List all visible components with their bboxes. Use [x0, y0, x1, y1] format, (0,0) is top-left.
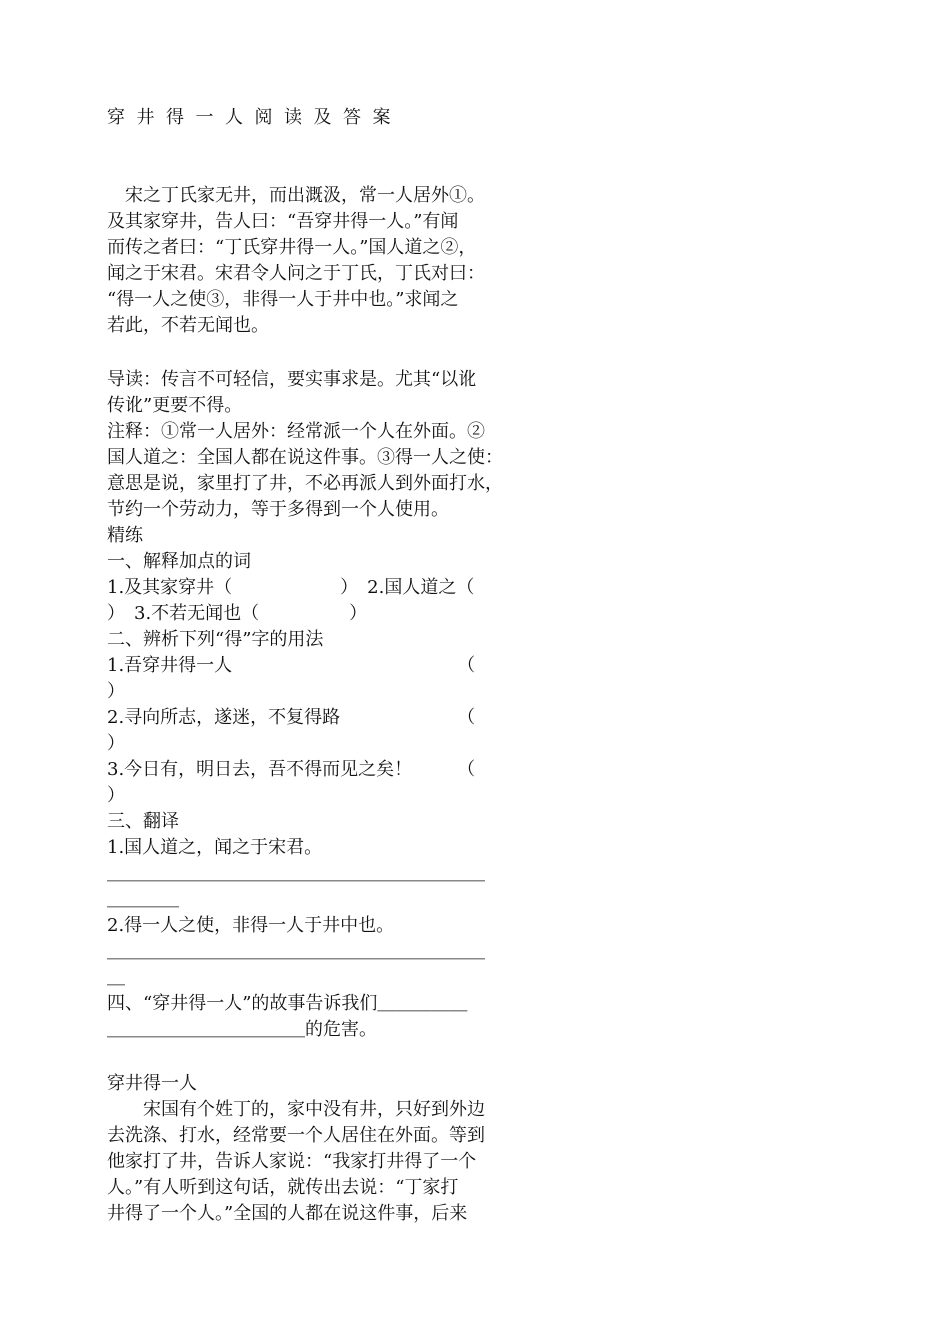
- text-line: ）: [107, 681, 125, 702]
- text-line: ＿: [107, 967, 125, 988]
- text-line: 1.吾穿井得一人 （: [107, 655, 476, 676]
- text-line: ＿＿＿＿＿＿＿＿＿＿＿＿＿＿＿＿＿＿＿＿＿: [107, 863, 485, 884]
- text-line: 四、“穿井得一人”的故事告诉我们＿＿＿＿＿: [107, 993, 468, 1014]
- text-line: 节约一个劳动力，等于多得到一个人使用。: [107, 499, 449, 520]
- text-line: 1.国人道之，闻之于宋君。: [107, 837, 323, 858]
- text-line: 去洗涤、打水，经常要一个人居住在外面。等到: [107, 1125, 485, 1146]
- text-line: 国人道之：全国人都在说这件事。③得一人之使：: [107, 447, 503, 468]
- text-line: 穿井得一人: [107, 1073, 197, 1094]
- text-line: 井得了一个人。”全国的人都在说这件事，后来: [107, 1203, 468, 1224]
- text-line: 3.今日有，明日去，吾不得而见之矣！ （: [107, 759, 476, 780]
- text-line: 宋国有个姓丁的，家中没有井，只好到外边: [107, 1099, 485, 1120]
- text-line: 及其家穿井，告人曰：“吾穿井得一人。”有闻: [107, 211, 459, 232]
- text-line: “得一人之使③，非得一人于井中也。”求闻之: [107, 289, 459, 310]
- text-line: 宋之丁氏家无井，而出溉汲，常一人居外①。: [107, 185, 485, 206]
- text-line: ＿＿＿＿＿＿＿＿＿＿＿＿＿＿＿＿＿＿＿＿＿: [107, 941, 485, 962]
- text-line: 2.得一人之使，非得一人于井中也。: [107, 915, 395, 936]
- text-line: 若此，不若无闻也。: [107, 315, 269, 336]
- text-line: 人。”有人听到这句话，就传出去说：“丁家打: [107, 1177, 459, 1198]
- text-line: ） 3.不若无闻也（ ）: [107, 603, 368, 624]
- text-line: 导读：传言不可轻信，要实事求是。尤其“以讹: [107, 369, 477, 390]
- text-line: ＿＿＿＿＿＿＿＿＿＿＿的危害。: [107, 1019, 377, 1040]
- text-line: 精练: [107, 525, 143, 546]
- text-line: 二、辨析下列“得”字的用法: [107, 629, 324, 650]
- text-line: 传讹”更要不得。: [107, 395, 243, 416]
- text-line: ）: [107, 733, 125, 754]
- text-line: 三、翻译: [107, 811, 179, 832]
- text-line: 他家打了井，告诉人家说：“我家打井得了一个: [107, 1151, 477, 1172]
- text-line: 2.寻向所志，遂迷，不复得路 （: [107, 707, 476, 728]
- text-line: ＿＿＿＿: [107, 889, 179, 910]
- text-line: 1.及其家穿井（ ） 2.国人道之（: [107, 577, 475, 598]
- text-line: ）: [107, 785, 125, 806]
- text-line: 而传之者曰：“丁氏穿井得一人。”国人道之②，: [107, 237, 477, 258]
- text-line: 闻之于宋君。宋君令人问之于丁氏，丁氏对曰：: [107, 263, 485, 284]
- text-line: 意思是说，家里打了井，不必再派人到外面打水，: [107, 473, 503, 494]
- document-title: 穿井得一人阅读及答案: [107, 107, 402, 128]
- text-line: 注释：①常一人居外：经常派一个人在外面。②: [107, 421, 485, 442]
- text-line: 一、解释加点的词: [107, 551, 251, 572]
